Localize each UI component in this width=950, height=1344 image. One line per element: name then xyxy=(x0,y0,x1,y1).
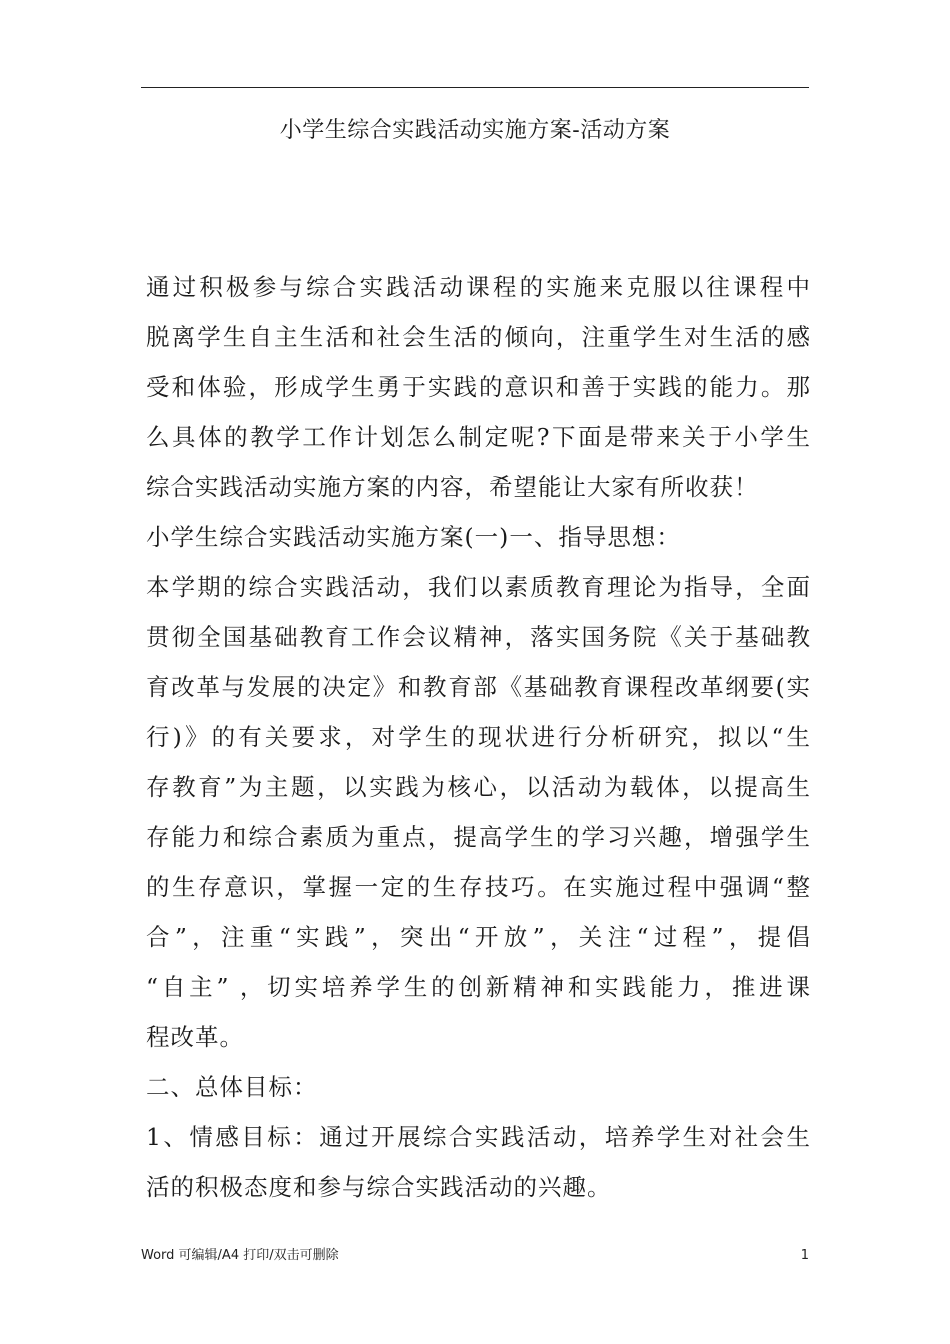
body-line: 么具体的教学工作计划怎么制定呢?下面是带来关于小学生 xyxy=(146,423,810,451)
document-title: 小学生综合实践活动实施方案-活动方案 xyxy=(279,118,671,143)
body-line: 存教育”为主题，以实践为核心，以活动为载体，以提高生 xyxy=(146,773,810,801)
body-line: 综合实践活动实施方案的内容，希望能让大家有所收获！ xyxy=(146,473,759,501)
body-line: 程改革。 xyxy=(146,1023,244,1051)
body-line: “自主” ，切实培养学生的创新精神和实践能力，推进课 xyxy=(146,973,810,1001)
body-line: 通过积极参与综合实践活动课程的实施来克服以往课程中 xyxy=(146,273,810,301)
document-body xyxy=(146,262,810,1212)
body-line: 合”，注重“实践”，突出“开放”，关注“过程”，提倡 xyxy=(146,923,810,951)
body-line: 的生存意识，掌握一定的生存技巧。在实施过程中强调“整 xyxy=(146,873,810,901)
body-line: 本学期的综合实践活动，我们以素质教育理论为指导，全面 xyxy=(146,573,810,601)
body-line: 受和体验，形成学生勇于实践的意识和善于实践的能力。那 xyxy=(146,373,810,401)
body-line: 贯彻全国基础教育工作会议精神，落实国务院《关于基础教 xyxy=(146,623,810,651)
footer-note: Word 可编辑/A4 打印/双击可删除 xyxy=(141,1248,339,1263)
body-line: 1、情感目标：通过开展综合实践活动，培养学生对社会生 xyxy=(146,1123,810,1151)
section-heading-line: 小学生综合实践活动实施方案(一)一、指导思想： xyxy=(146,523,681,551)
page-number: 1 xyxy=(800,1248,809,1263)
body-line: 脱离学生自主生活和社会生活的倾向，注重学生对生活的感 xyxy=(146,323,810,351)
body-line: 活的积极态度和参与综合实践活动的兴趣。 xyxy=(146,1173,612,1201)
section-heading-line: 二、总体目标： xyxy=(146,1073,318,1101)
body-line: 存能力和综合素质为重点，提高学生的学习兴趣，增强学生 xyxy=(146,823,810,851)
body-line: 行)》的有关要求，对学生的现状进行分析研究，拟以“生 xyxy=(146,723,810,751)
header-rule xyxy=(141,87,809,88)
body-line: 育改革与发展的决定》和教育部《基础教育课程改革纲要(实 xyxy=(146,673,810,701)
